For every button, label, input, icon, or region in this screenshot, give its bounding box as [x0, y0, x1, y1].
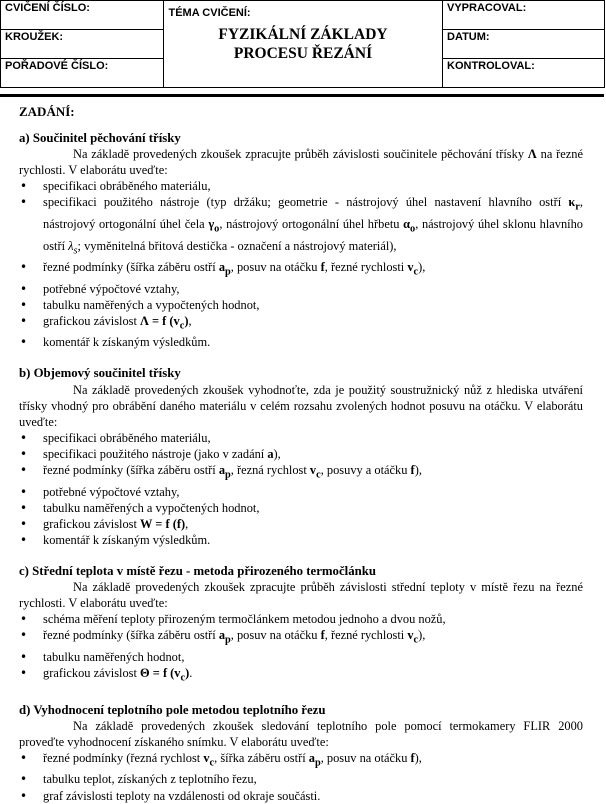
header-table — [0, 0, 605, 88]
tema-cell — [164, 1, 443, 88]
list-item: • komentář k získaným výsledkům. — [9, 334, 583, 350]
list-item: • specifikaci použitého nástroje (typ držáku; geometrie - nástrojový úhel nastavení hlavního ostří $\kappa_r$, nástrojový ortogonální úhel čela $\gamma_o$, nástrojový ortogonální úhel hřbetu $\alpha_o$, nástrojový úhel sklonu hlavního ostří $\lambda_s$; vyměnitelná břitová destička - označení a nástrojový materiál), — [9, 194, 583, 259]
datum-label: DATUM: — [447, 31, 490, 43]
list-item: • specifikaci použitého nástroje (jako v zadání a), — [9, 446, 583, 462]
section-heading: d) Vyhodnocení teplotního pole metodou teplotního řezu — [19, 702, 326, 717]
list-item: • potřebné výpočtové vztahy, — [9, 484, 583, 500]
kontroloval-label: KONTROLOVAL: — [447, 60, 535, 72]
list-item: • řezné podmínky (šířka záběru ostří $a_p$, řezná rychlost $v_c$, posuvy a otáčku f), — [9, 462, 583, 484]
datum-cell — [443, 30, 605, 59]
header-divider — [0, 94, 604, 97]
vypracoval-label: VYPRACOVAL: — [447, 2, 527, 14]
section-b — [9, 365, 583, 548]
section-heading: c) Střední teplota v místě řezu - metoda přirozeného termočlánku — [19, 563, 376, 578]
list-item: • řezné podmínky (šířka záběru ostří $a_p$, posuv na otáčku f, řezné rychlosti $v_c$), — [9, 259, 583, 281]
tema-line1: FYZIKÁLNÍ ZÁKLADY — [218, 26, 388, 43]
section-heading: a) Součinitel pěchování třísky — [19, 131, 181, 145]
poradove-cislo-cell — [1, 59, 164, 88]
cviceni-cislo-label: CVIČENÍ ČÍSLO: — [5, 2, 90, 14]
list-item: • grafickou závislost W = f (f), — [9, 516, 583, 532]
list-item: • specifikaci obráběného materiálu, — [9, 178, 583, 194]
list-item: • grafickou závislost Λ = f $(v_c)$, — [9, 313, 583, 335]
kontroloval-cell — [443, 59, 605, 88]
list-item: • graf závislosti teploty na vzdálenosti od okraje součásti. — [9, 788, 583, 804]
list-item: • tabulku naměřených hodnot, — [9, 649, 583, 665]
section-d — [9, 702, 583, 804]
list-item: • komentář k získaným výsledkům. — [9, 532, 583, 548]
section-intro: Na základě provedených zkoušek zpracujte průběh závislosti střední teploty v místě řezu na řezné rychlosti. V elaborátu uveďte: — [19, 580, 583, 611]
cviceni-cislo-cell — [1, 1, 164, 30]
vypracoval-cell — [443, 1, 605, 30]
section-list — [9, 178, 583, 350]
list-item: • potřebné výpočtové vztahy, — [9, 281, 583, 297]
zadani-heading: ZADÁNÍ: — [19, 104, 75, 119]
section-list — [9, 611, 583, 686]
poradove-cislo-label: POŘADOVÉ ČÍSLO: — [5, 60, 109, 72]
list-item: • schéma měření teploty přirozeným termočlánkem metodou jednoho a dvou nožů, — [9, 611, 583, 627]
section-list — [9, 430, 583, 548]
list-item: • řezné podmínky (řezná rychlost $v_c$, šířka záběru ostří $a_p$, posuv na otáčku f), — [9, 750, 583, 772]
tema-label: TÉMA CVIČENÍ: — [168, 6, 251, 19]
section-intro: Na základě provedených zkoušek vyhodnoťte, zda je použitý soustružnický nůž z hlediska utváření třísky vhodný pro obrábění daného materiálu v celém rozsahu zvolených hodnot posuvu na otáčku. V elaborátu uveďte: — [19, 382, 583, 429]
section-c — [9, 563, 583, 687]
section-intro: Na základě provedených zkoušek sledování teplotního pole pomocí termokamery FLIR 2000 proveďte vyhodnocení získaného snímku. V elaborátu uveďte: — [19, 718, 583, 749]
section-a — [9, 130, 583, 350]
section-intro: Na základě provedených zkoušek zpracujte průběh závislosti součinitele pěchování třísky Λ na řezné rychlosti. V elaborátu uveďte: — [19, 147, 583, 178]
list-item: • řezné podmínky (šířka záběru ostří $a_p$, posuv na otáčku f, řezné rychlosti $v_c$), — [9, 627, 583, 649]
list-item: • tabulku naměřených a vypočtených hodnot, — [9, 297, 583, 313]
list-item: • tabulku teplot, získaných z teplotního řezu, — [9, 771, 583, 787]
krouzek-cell — [1, 30, 164, 59]
tema-line2: PROCESU ŘEZÁNÍ — [233, 45, 373, 62]
list-item: • specifikaci obráběného materiálu, — [9, 430, 583, 446]
krouzek-label: KROUŽEK: — [5, 31, 64, 43]
list-item: • tabulku naměřených a vypočtených hodnot, — [9, 500, 583, 516]
list-item: • grafickou závislost Θ = f $(v_c)$. — [9, 665, 583, 687]
section-heading: b) Objemový součinitel třísky — [19, 366, 181, 381]
assignment-content — [9, 104, 583, 804]
